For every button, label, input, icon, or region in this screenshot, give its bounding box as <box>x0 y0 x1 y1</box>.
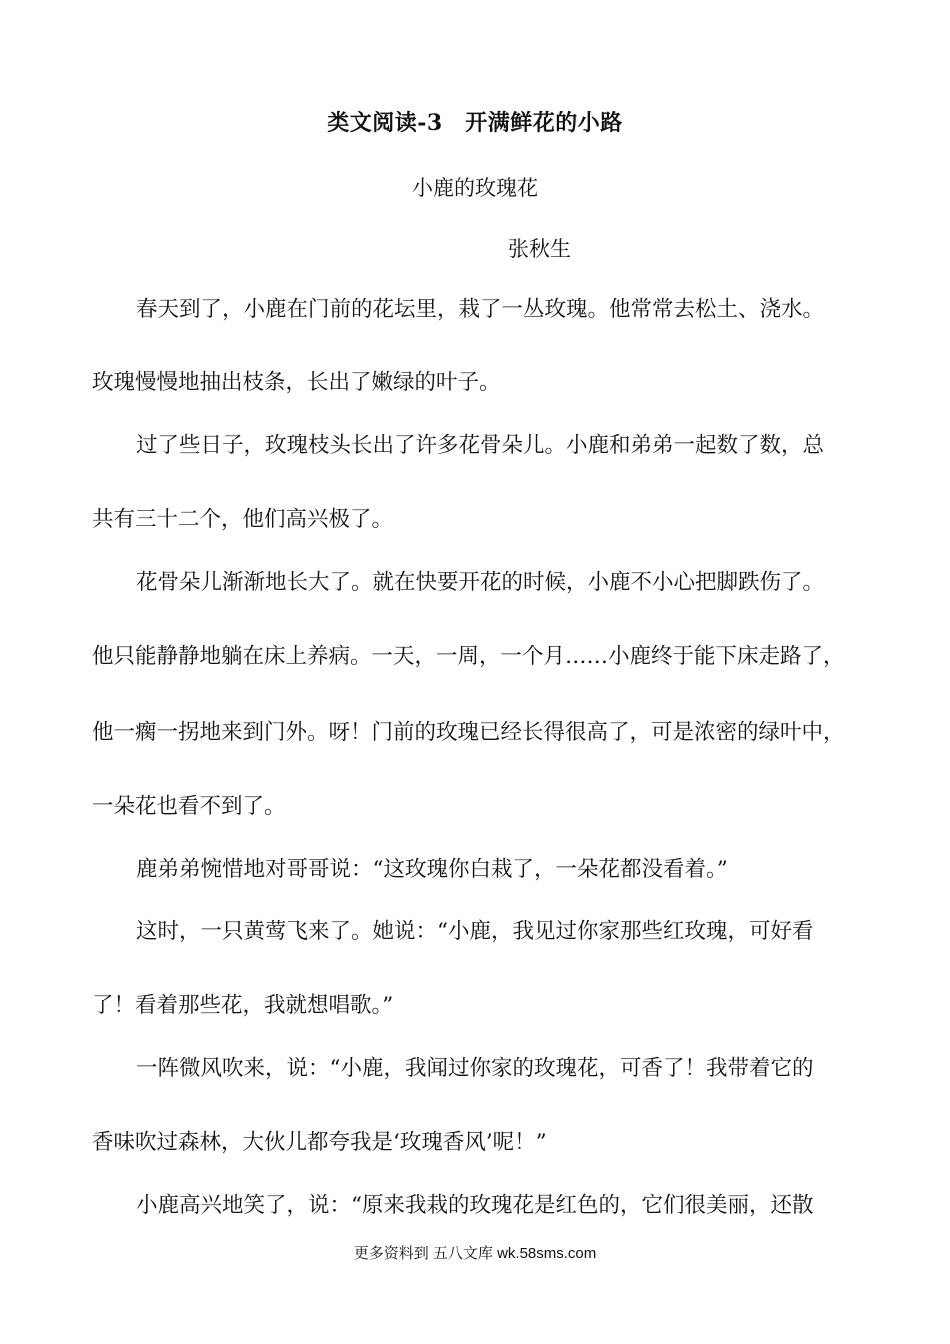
story-author: 张秋生 <box>508 237 571 261</box>
paragraph-line: 他一瘸一拐地来到门外。呀！门前的玫瑰已经长得很高了，可是浓密的绿叶中， <box>92 720 845 745</box>
paragraph-line: 香味吹过森林，大伙儿都夸我是‘玫瑰香风’呢！” <box>92 1130 547 1155</box>
paragraph-line: 鹿弟弟惋惜地对哥哥说：“这玫瑰你白栽了，一朵花都没看着。” <box>136 857 728 882</box>
paragraph-line: 过了些日子，玫瑰枝头长出了许多花骨朵儿。小鹿和弟弟一起数了数，总 <box>136 433 825 458</box>
paragraph-line: 花骨朵儿渐渐地长大了。就在快要开花的时候，小鹿不小心把脚跌伤了。 <box>136 570 825 595</box>
story-title: 小鹿的玫瑰花 <box>412 176 538 200</box>
paragraph-line: 一阵微风吹来，说：“小鹿，我闻过你家的玫瑰花，可香了！我带着它的 <box>136 1056 814 1081</box>
paragraph-line: 这时，一只黄莺飞来了。她说：“小鹿，我见过你家那些红玫瑰，可好看 <box>136 919 814 944</box>
paragraph-line: 共有三十二个，他们高兴极了。 <box>92 507 394 532</box>
paragraph-line: 他只能静静地躺在床上养病。一天，一周，一个月……小鹿终于能下床走路了， <box>92 644 845 669</box>
paragraph-line: 小鹿高兴地笑了，说：“原来我栽的玫瑰花是红色的，它们很美丽，还散 <box>136 1193 814 1218</box>
paragraph-line: 春天到了，小鹿在门前的花坛里，栽了一丛玫瑰。他常常去松土、浇水。 <box>136 297 825 322</box>
paragraph-line: 玫瑰慢慢地抽出枝条，长出了嫩绿的叶子。 <box>92 370 501 395</box>
paragraph-line: 了！看着那些花，我就想唱歌。” <box>92 993 394 1018</box>
document-heading: 类文阅读-3 开满鲜花的小路 <box>327 110 623 136</box>
footer-watermark: 更多资料到 五八文库 wk.58sms.com <box>353 1245 597 1262</box>
paragraph-line: 一朵花也看不到了。 <box>92 794 286 819</box>
